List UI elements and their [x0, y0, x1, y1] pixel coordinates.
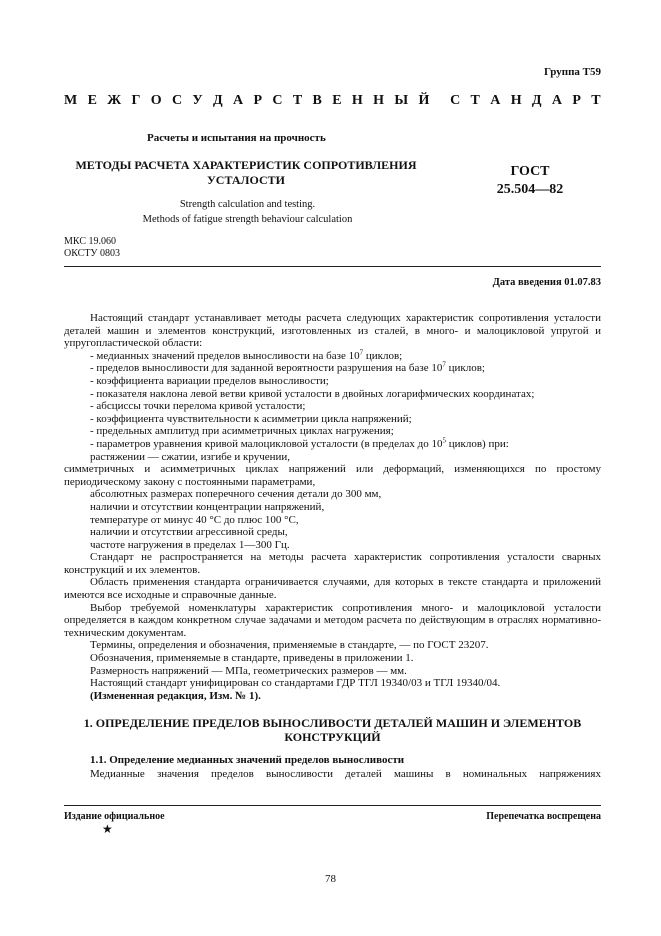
- group-label: Группа Т59: [543, 66, 601, 78]
- standard-letter: Й: [418, 93, 430, 108]
- standard-letter: Ж: [107, 93, 122, 108]
- exponent: 7: [359, 348, 364, 357]
- standard-letter: Г: [131, 93, 141, 108]
- classification-codes: [64, 236, 120, 260]
- standard-letter: С: [171, 93, 183, 108]
- gost-label: ГОСТ: [510, 164, 550, 179]
- footer-divider: [64, 805, 601, 806]
- page-number: 78: [325, 873, 336, 885]
- effective-date: [493, 277, 601, 288]
- unified-paragraph: Настоящий стандарт унифицирован со стандартами ГДР ТГЛ 19340/03 и ТГЛ 19340/04.: [90, 677, 501, 690]
- list-item-text: - коэффициента вариации пределов выносливости;: [90, 374, 329, 387]
- standard-letter: А: [490, 93, 501, 108]
- date-value: 01.07.83: [564, 277, 601, 288]
- standard-letter: Е: [87, 93, 97, 108]
- symbols-paragraph: Обозначения, применяемые в стандарте, приведены в приложении 1.: [90, 652, 414, 665]
- units-paragraph: Размерность напряжений — МПа, геометрических размеров — мм.: [90, 664, 407, 677]
- mks-code: МКС 19.060: [64, 236, 116, 247]
- subsection-title: 1.1. Определение медианных значений пределов выносливости: [90, 754, 405, 766]
- body-text: [64, 312, 601, 702]
- standard-heading: [64, 93, 601, 109]
- document-title: [62, 158, 430, 188]
- list-item: [64, 438, 601, 451]
- official-edition-label: Издание официальное: [64, 811, 165, 822]
- condition-2: симметричных и асимметричных циклах напряжений или деформаций, изменяющихся по простому периодическому закону с постоянными параметрами,: [64, 463, 601, 488]
- title-line-1: МЕТОДЫ РАСЧЕТА ХАРАКТЕРИСТИК СОПРОТИВЛЕНИЯ: [75, 158, 417, 172]
- choice-paragraph: Выбор требуемой номенклатуры характеристик сопротивления много- и малоцикловой усталости определяется в каждом конкретном случае задачами и методом расчета по действующим в отраслях нормативно-техническим документам.: [64, 601, 601, 639]
- list-item-text: - параметров уравнения кривой малоцикловой усталости (в пределах до 10: [90, 437, 443, 450]
- standard-letter: Д: [213, 93, 223, 108]
- subtitle: Расчеты и испытания на прочность: [147, 132, 326, 144]
- standard-letter: Н: [510, 93, 522, 108]
- intro-paragraph: Настоящий стандарт устанавливает методы расчета следующих характеристик сопротивления усталости деталей машин и элементов конструкций, изготовленных из сталей, в много- и малоцикловой упругой и упругопластической области:: [64, 312, 601, 350]
- gost-number: 25.504—82: [496, 182, 564, 197]
- list-item-text: - медианных значений пределов выносливости на базе 10: [90, 349, 360, 362]
- standard-letter: М: [64, 93, 78, 108]
- date-label: Дата введения: [492, 277, 562, 288]
- scope-paragraph: Область применения стандарта ограничивается случаями, для которых в тексте стандарта и приложений имеются все исходные и справочные данные.: [64, 576, 601, 602]
- reprint-notice: Перепечатка воспрещена: [486, 811, 601, 822]
- standard-letter: О: [150, 93, 162, 108]
- condition-3: абсолютных размерах поперечного сечения детали до 300 мм,: [90, 488, 382, 501]
- condition-7: частоте нагружения в пределах 1—300 Гц.: [90, 538, 290, 551]
- standard-letter: Н: [373, 93, 385, 108]
- edition-note: (Измененная редакция, Изм. № 1).: [90, 689, 261, 702]
- standard-letter: А: [551, 93, 563, 108]
- section-text: Медианные значения пределов выносливости деталей машины в номинальных напряжениях: [90, 768, 601, 780]
- standard-letter: Т: [591, 93, 601, 108]
- gost-designation: [470, 163, 590, 199]
- list-item: [64, 362, 601, 375]
- condition-5: температуре от минус 40 °С до плюс 100 °С,: [90, 513, 299, 526]
- standard-letter: Н: [351, 93, 363, 108]
- list-item-text: - коэффициента чувствительности к асимметрии цикла напряжений;: [90, 412, 412, 425]
- standard-letter: Т: [292, 93, 303, 108]
- section-title: [64, 716, 601, 744]
- english-line-1: Strength calculation and testing.: [179, 199, 316, 210]
- standard-letter: Т: [470, 93, 480, 108]
- section-title-line-1: 1. ОПРЕДЕЛЕНИЕ ПРЕДЕЛОВ ВЫНОСЛИВОСТИ ДЕТАЛЕЙ МАШИН И ЭЛЕМЕНТОВ: [83, 716, 582, 730]
- terms-paragraph: Термины, определения и обозначения, применяемые в стандарте, — по ГОСТ 23207.: [90, 639, 489, 652]
- welded-paragraph: Стандарт не распространяется на методы расчета характеристик сопротивления усталости сварных конструкций и их элементов.: [64, 551, 601, 576]
- star-icon: ★: [102, 822, 113, 836]
- list-item-text: - абсциссы точки перелома кривой усталости;: [90, 400, 306, 413]
- exponent: 5: [442, 436, 446, 445]
- standard-letter: Р: [253, 93, 263, 108]
- standard-letter: У: [192, 93, 203, 108]
- list-item-text: - предельных амплитуд при асимметричных циклах нагружения;: [90, 425, 394, 438]
- list-item: [64, 350, 601, 363]
- exponent: 7: [442, 360, 446, 369]
- standard-letter: Д: [531, 93, 542, 108]
- list-item-text: - пределов выносливости для заданной вероятности разрушения на базе 10: [90, 362, 443, 375]
- condition-4: наличии и отсутствии концентрации напряжений,: [90, 500, 325, 513]
- standard-letter: В: [312, 93, 322, 108]
- standard-letter: А: [233, 93, 244, 108]
- list-item-suffix: циклов) при:: [446, 437, 509, 450]
- okstu-code: ОКСТУ 0803: [64, 248, 121, 259]
- condition-6: наличии и отсутствии агрессивной среды,: [90, 526, 288, 539]
- header-divider: [64, 266, 601, 267]
- standard-letter: Р: [572, 93, 581, 108]
- characteristics-list: [64, 350, 601, 451]
- list-item-text: - показателя наклона левой ветви кривой усталости в двойных логарифмических координатах;: [90, 387, 535, 400]
- list-item: [64, 388, 601, 401]
- list-item-suffix: циклов;: [363, 349, 403, 362]
- english-line-2: Methods of fatigue strength behaviour calculation: [142, 214, 353, 225]
- title-line-2: УСТАЛОСТИ: [207, 173, 285, 187]
- english-title: [100, 197, 395, 227]
- list-item-suffix: циклов;: [445, 362, 485, 375]
- list-item: [64, 425, 601, 438]
- standard-letter: Ы: [394, 93, 409, 108]
- condition-1: растяжении — сжатии, изгибе и кручении,: [90, 450, 291, 463]
- standard-letter: С: [272, 93, 283, 108]
- list-item: [64, 375, 601, 388]
- standard-letter: Е: [332, 93, 342, 108]
- list-item: [64, 400, 601, 413]
- standard-letter: С: [450, 93, 461, 108]
- list-item: [64, 413, 601, 426]
- section-title-line-2: КОНСТРУКЦИЙ: [284, 730, 381, 744]
